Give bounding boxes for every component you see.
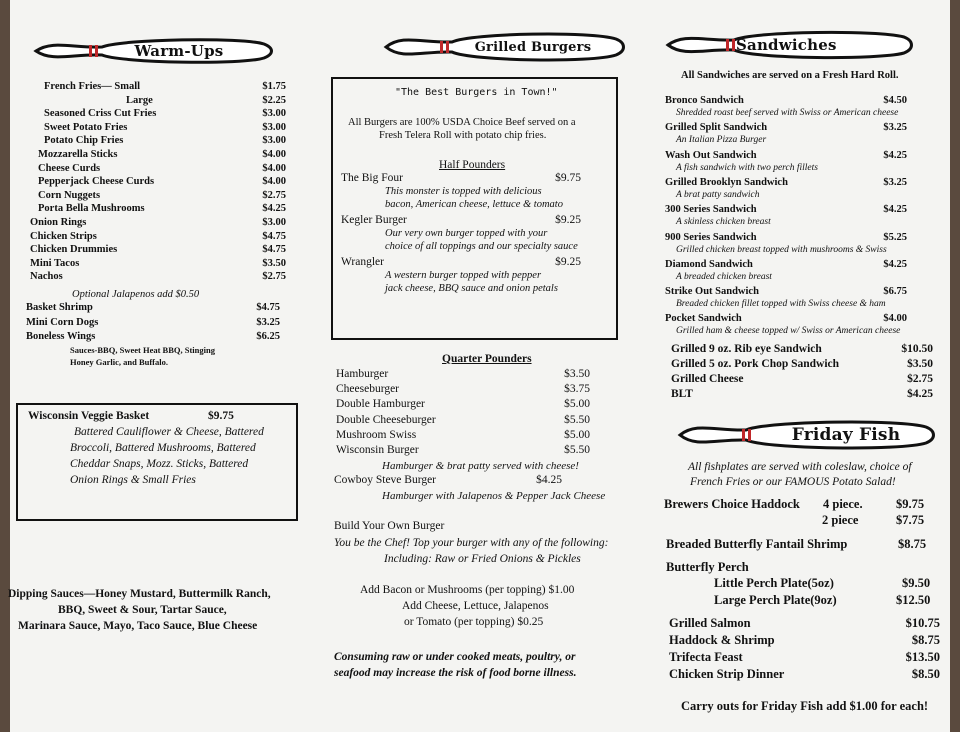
item-name: Diamond Sandwich <box>665 258 753 270</box>
shrimp-name: Breaded Butterfly Fantail Shrimp <box>666 537 848 551</box>
quarter-pounder-row <box>336 444 590 456</box>
sandwich-desc: A fish sandwich with two perch fillets <box>676 162 818 173</box>
sandwiches-subtitle: All Sandwiches are served on a Fresh Hard Roll. <box>681 70 899 81</box>
perch-little-price: $9.50 <box>902 576 931 590</box>
veggie-desc-1: Battered Cauliflower & Cheese, Battered <box>74 426 264 438</box>
veggie-desc-2: Broccoli, Battered Mushrooms, Battered <box>70 442 256 454</box>
warmup-item <box>26 317 280 328</box>
item-price: $6.75 <box>883 286 907 298</box>
warmup-item <box>38 149 286 160</box>
item-name: Grilled Cheese <box>671 373 744 385</box>
item-name: French Fries— Small <box>44 81 141 92</box>
item-price: $5.50 <box>564 413 590 426</box>
carryout-note: Carry outs for Friday Fish add $1.00 for each! <box>681 699 929 713</box>
item-price: $2.75 <box>262 271 286 283</box>
half-pounder-desc: bacon, American cheese, lettuce & tomato <box>385 199 563 210</box>
fish-row <box>669 667 940 682</box>
cowboy-name: Cowboy Steve Burger <box>334 474 437 486</box>
sandwich-row <box>665 150 907 161</box>
item-price: $2.75 <box>262 189 286 201</box>
item-name: Hamburger <box>336 368 389 380</box>
sandwich-row <box>671 343 933 355</box>
veggie-basket-name: Wisconsin Veggie Basket <box>28 410 150 422</box>
sandwich-row <box>665 122 907 133</box>
shrimp-price: $8.75 <box>898 537 927 551</box>
item-price: $4.75 <box>256 302 280 313</box>
item-name: Chicken Drummies <box>30 244 118 256</box>
item-price: $10.75 <box>905 616 940 630</box>
fish-row <box>669 616 940 631</box>
usda-line-1: All Burgers are 100% USDA Choice Beef served on a <box>348 117 576 128</box>
item-name: Grilled Brooklyn Sandwich <box>665 176 788 188</box>
haddock-4-price: $9.75 <box>896 497 925 511</box>
dipping-sauces-3: Marinara Sauce, Mayo, Taco Sauce, Blue Cheese <box>18 620 258 632</box>
item-name: Corn Nuggets <box>38 189 101 201</box>
quarter-pounder-row <box>336 398 590 410</box>
item-name: Trifecta Feast <box>669 650 743 664</box>
item-price: $4.00 <box>883 313 907 325</box>
item-name: Wash Out Sandwich <box>665 149 757 161</box>
half-pounder-row <box>341 256 581 268</box>
warmups-banner <box>32 36 274 66</box>
item-price: $3.50 <box>262 257 286 269</box>
warmup-item <box>30 231 286 242</box>
veggie-desc-3: Cheddar Snaps, Mozz. Sticks, Battered <box>70 458 249 470</box>
item-price: $3.25 <box>256 316 280 328</box>
item-price: $4.75 <box>262 230 286 242</box>
sandwiches-banner <box>664 29 914 61</box>
fish-intro-1: All fishplates are served with coleslaw, choice of <box>688 461 912 473</box>
half-pounder-desc: This monster is topped with delicious <box>385 186 542 197</box>
item-name: 300 Series Sandwich <box>665 204 757 216</box>
item-price: $3.25 <box>883 176 907 188</box>
item-price: $1.75 <box>262 81 286 92</box>
addon-1: Add Bacon or Mushrooms (per topping) $1.00 <box>360 584 575 596</box>
fish-row <box>669 650 940 665</box>
item-name: Haddock & Shrimp <box>669 633 775 647</box>
sandwich-row <box>665 313 907 324</box>
item-price: $4.25 <box>883 258 907 270</box>
item-price: $3.75 <box>564 383 590 396</box>
veggie-desc-4: Onion Rings & Small Fries <box>70 474 196 486</box>
sandwiches-title: Sandwiches <box>736 36 837 54</box>
sandwich-row <box>671 373 933 385</box>
warmup-item <box>30 258 286 269</box>
warning-1: Consuming raw or under cooked meats, poultry, or <box>334 651 576 663</box>
item-price: $13.50 <box>905 650 940 664</box>
sauces-line-2: Honey Garlic, and Buffalo. <box>70 357 168 367</box>
item-price: $9.75 <box>555 172 581 184</box>
item-name: Mini Tacos <box>30 257 80 269</box>
sandwich-row <box>665 259 907 270</box>
item-name: Large <box>126 94 153 106</box>
item-price: $5.00 <box>564 428 590 441</box>
sandwich-row <box>665 177 907 188</box>
item-price: $3.00 <box>262 108 286 120</box>
byo-title: Build Your Own Burger <box>334 520 445 532</box>
item-name: Chicken Strip Dinner <box>669 667 785 681</box>
item-name: 900 Series Sandwich <box>665 231 757 243</box>
item-price: $5.50 <box>564 444 590 456</box>
jalapeno-note: Optional Jalapenos add $0.50 <box>72 289 200 300</box>
burgers-title: Grilled Burgers <box>474 39 592 55</box>
byo-line-2: Including: Raw or Fried Onions & Pickles <box>384 553 581 565</box>
item-price: $2.25 <box>262 94 286 106</box>
item-name: Mini Corn Dogs <box>26 316 99 328</box>
sandwich-desc: Shredded roast beef served with Swiss or American cheese <box>676 108 899 118</box>
warmup-item <box>44 108 286 119</box>
fish-row <box>669 633 940 648</box>
item-price: $3.00 <box>262 217 286 228</box>
burgers-banner <box>382 30 626 64</box>
item-name: Wisconsin Burger <box>336 444 419 456</box>
item-price: $8.75 <box>911 633 940 647</box>
half-pounders-box <box>331 77 618 340</box>
half-pounder-desc: choice of all toppings and our specialty sauce <box>385 241 578 252</box>
half-pounder-desc: Our very own burger topped with your <box>385 228 548 239</box>
item-price: $9.25 <box>555 256 581 268</box>
warmup-item <box>38 163 286 174</box>
item-price: $10.50 <box>901 343 933 355</box>
perch-large-price: $12.50 <box>896 593 931 607</box>
item-price: $8.50 <box>911 667 940 681</box>
haddock-4: 4 piece. <box>823 497 863 511</box>
wisconsin-desc: Hamburger & brat patty served with cheese! <box>382 460 579 472</box>
veggie-basket-box <box>16 403 298 521</box>
item-name: Bronco Sandwich <box>665 95 744 106</box>
item-price: $3.00 <box>262 135 286 147</box>
item-name: Wrangler <box>341 256 384 268</box>
half-pounder-row <box>341 214 581 226</box>
sandwich-desc: Grilled chicken breast topped with mushrooms & Swiss <box>676 244 887 255</box>
warmup-item <box>44 135 286 146</box>
item-name: Grilled Salmon <box>669 616 751 630</box>
item-name: Strike Out Sandwich <box>665 286 759 298</box>
warmup-item <box>44 122 286 133</box>
item-price: $3.50 <box>907 358 933 370</box>
item-name: Nachos <box>30 271 63 283</box>
item-price: $4.25 <box>907 388 933 400</box>
item-name: Potato Chip Fries <box>44 135 124 147</box>
item-name: Basket Shrimp <box>26 302 93 313</box>
sandwich-desc: An Italian Pizza Burger <box>676 135 767 146</box>
item-name: Cheese Curds <box>38 162 101 174</box>
quarter-pounder-row <box>336 383 590 395</box>
item-name: Pepperjack Cheese Curds <box>38 176 155 188</box>
item-name: Cheeseburger <box>336 383 400 396</box>
warmup-item <box>126 95 286 106</box>
addon-3: or Tomato (per topping) $0.25 <box>404 616 544 628</box>
item-name: Sweet Potato Fries <box>44 121 128 133</box>
item-name: Double Hamburger <box>336 398 425 411</box>
item-name: Chicken Strips <box>30 230 97 242</box>
quarter-pounder-row <box>336 429 590 441</box>
sauces-line-1: Sauces-BBQ, Sweet Heat BBQ, Stinging <box>70 345 215 355</box>
sandwich-row <box>665 204 907 215</box>
item-price: $4.25 <box>262 203 286 215</box>
item-price: $4.75 <box>262 244 286 256</box>
quarter-pounder-row <box>336 414 590 426</box>
item-price: $5.25 <box>883 231 907 243</box>
cowboy-desc: Hamburger with Jalapenos & Pepper Jack Cheese <box>382 490 606 502</box>
half-pounder-desc: A western burger topped with pepper <box>385 270 542 281</box>
usda-line-2: Fresh Telera Roll with potato chip fries. <box>379 130 547 141</box>
item-price: $4.00 <box>262 176 286 188</box>
warmup-item <box>30 271 286 282</box>
item-price: $5.00 <box>564 398 590 411</box>
quarter-pounder-row <box>336 368 590 380</box>
item-name: Porta Bella Mushrooms <box>38 203 145 215</box>
sandwich-desc: A skinless chicken breast <box>676 217 771 228</box>
haddock-2-price: $7.75 <box>896 513 925 527</box>
sandwich-desc: Breaded chicken fillet topped with Swiss cheese & ham <box>676 299 886 310</box>
item-price: $3.50 <box>564 368 590 380</box>
warmup-item <box>38 176 286 187</box>
sandwich-row <box>671 358 933 370</box>
item-name: Pocket Sandwich <box>665 313 742 325</box>
warmup-item <box>38 190 286 201</box>
item-name: Grilled Split Sandwich <box>665 122 768 134</box>
dipping-sauces-2: BBQ, Sweet & Sour, Tartar Sauce, <box>58 604 227 616</box>
friday-fish-banner <box>676 418 936 452</box>
item-price: $4.50 <box>883 95 907 106</box>
fish-intro-2: French Fries or our FAMOUS Potato Salad! <box>690 476 896 488</box>
item-price: $2.75 <box>907 373 933 385</box>
warning-2: seafood may increase the risk of food borne illness. <box>334 667 577 679</box>
item-price: $3.00 <box>262 121 286 133</box>
item-name: Grilled 5 oz. Pork Chop Sandwich <box>671 358 840 370</box>
item-price: $4.00 <box>262 162 286 174</box>
warmup-item <box>38 203 286 214</box>
sandwich-desc: Grilled ham & cheese topped w/ Swiss or American cheese <box>676 326 901 337</box>
perch-large: Large Perch Plate(9oz) <box>714 593 837 607</box>
veggie-basket-price: $9.75 <box>208 410 234 422</box>
item-price: $3.25 <box>883 122 907 134</box>
haddock-name: Brewers Choice Haddock <box>664 497 800 511</box>
warmup-item <box>44 81 286 92</box>
sandwich-desc: A breaded chicken breast <box>676 271 772 282</box>
item-name: Mozzarella Sticks <box>38 149 118 160</box>
haddock-2: 2 piece <box>822 513 859 527</box>
item-name: Kegler Burger <box>341 214 407 226</box>
item-name: Seasoned Criss Cut Fries <box>44 108 157 120</box>
perch-name: Butterfly Perch <box>666 560 749 574</box>
item-name: The Big Four <box>341 172 403 184</box>
sandwich-row <box>665 95 907 106</box>
half-pounders-title: Half Pounders <box>439 159 506 171</box>
addon-2: Add Cheese, Lettuce, Jalapenos <box>402 600 549 612</box>
warmups-title: Warm-Ups <box>134 42 224 60</box>
item-price: $4.25 <box>883 204 907 216</box>
cowboy-row <box>334 474 562 486</box>
item-name: Mushroom Swiss <box>336 428 417 441</box>
sandwich-desc: A brat patty sandwich <box>676 189 760 200</box>
warmup-item <box>30 217 286 228</box>
dipping-sauces-1: Dipping Sauces—Honey Mustard, Buttermilk Ranch, <box>8 588 271 600</box>
friday-fish-title: Friday Fish <box>791 425 901 445</box>
item-price: $4.00 <box>262 149 286 160</box>
item-price: $6.25 <box>256 331 280 342</box>
item-price: $4.25 <box>883 149 907 161</box>
perch-little: Little Perch Plate(5oz) <box>714 576 834 590</box>
quarter-pounders-title: Quarter Pounders <box>442 353 532 365</box>
warmup-item <box>26 302 280 313</box>
item-price: $9.25 <box>555 214 581 226</box>
sandwich-row <box>665 232 907 243</box>
item-name: Grilled 9 oz. Rib eye Sandwich <box>671 343 822 355</box>
byo-line-1: You be the Chef! Top your burger with any of the following: <box>334 537 609 549</box>
item-name: Double Cheeseburger <box>336 413 436 426</box>
sandwich-row <box>665 286 907 297</box>
half-pounder-desc: jack cheese, BBQ sauce and onion petals <box>385 283 558 294</box>
half-pounder-row <box>341 172 581 184</box>
burger-tagline: "The Best Burgers in Town!" <box>395 87 558 98</box>
item-name: BLT <box>671 388 693 400</box>
item-name: Onion Rings <box>30 217 87 228</box>
cowboy-price: $4.25 <box>536 474 562 486</box>
warmup-item <box>26 331 280 342</box>
item-name: Boneless Wings <box>26 331 96 342</box>
warmup-item <box>30 244 286 255</box>
sandwich-row <box>671 388 933 400</box>
